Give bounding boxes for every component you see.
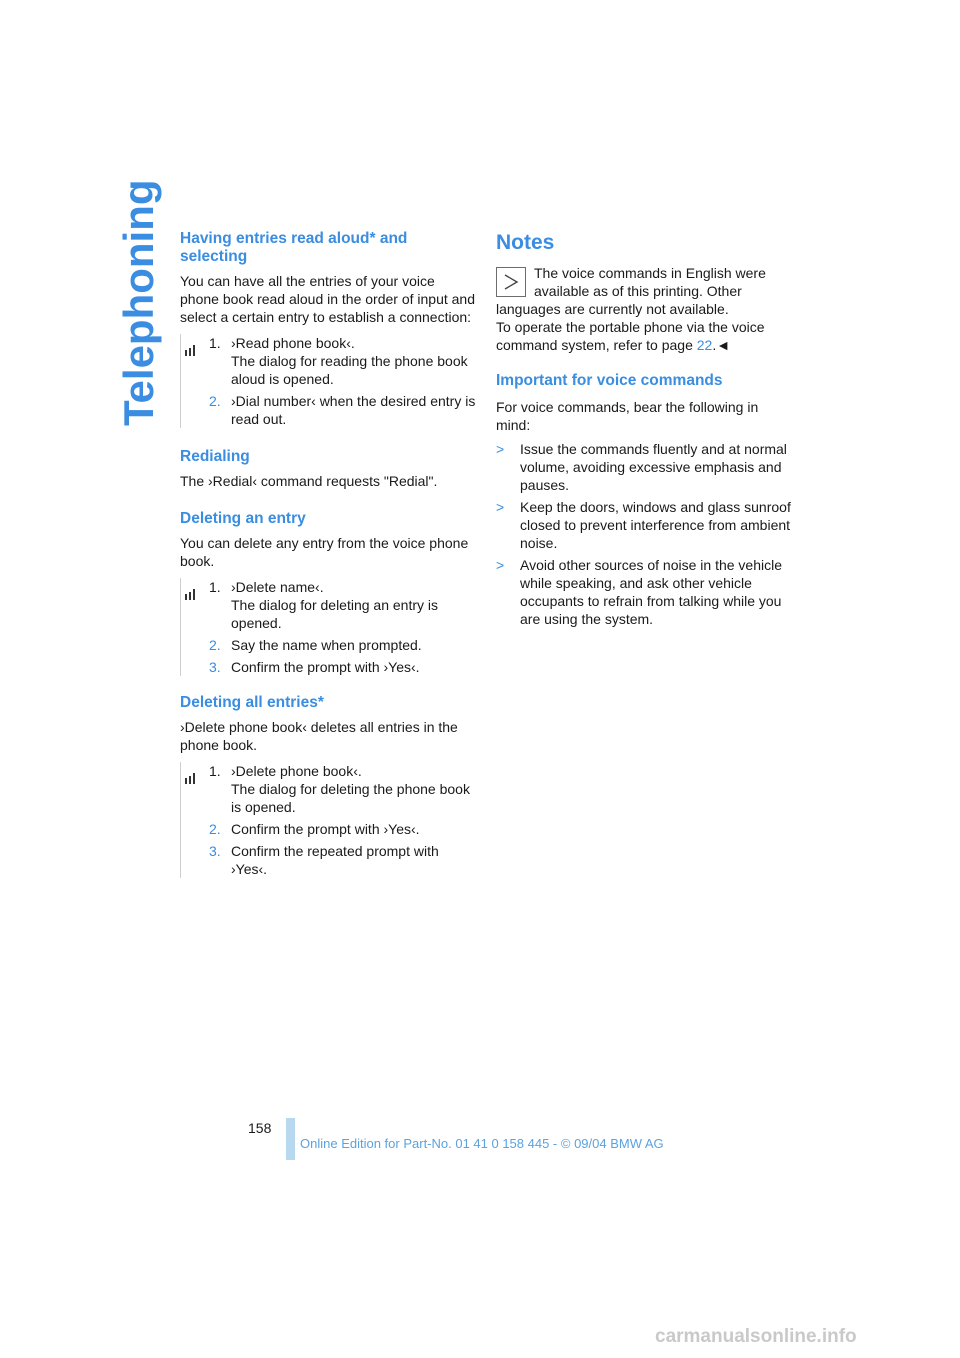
step-text: Confirm the repeated prompt with ›Yes‹. [231,843,439,877]
step-item [209,842,476,878]
left-column [180,230,476,882]
bullet-item [496,498,792,552]
step-item [209,392,476,428]
voice-command-icon [183,344,199,358]
step-item [209,578,476,632]
step-number: 1. [209,763,221,779]
step-number: 3. [209,659,221,675]
section-heading: Deleting all entries* [180,694,324,711]
step-number: 3. [209,843,221,859]
bullet-text: Avoid other sources of noise in the vehicle while speaking, and ask other vehicle occupants to refrain from talking while you are using the system. [520,557,783,627]
section-intro: You can delete any entry from the voice phone book. [180,535,469,569]
section-delete-entry [180,510,476,676]
step-text: Say the name when prompted. [231,637,422,653]
step-detail: The dialog for deleting the phone book is opened. [231,781,470,815]
bullet-text: Issue the commands fluently and at normal volume, avoiding excessive emphasis and pauses. [520,441,787,493]
footer-bar [286,1118,295,1160]
bullet-item [496,556,792,628]
bullet-list [496,440,792,628]
voice-command-icon [183,772,199,786]
side-tab [112,179,162,426]
steps-list [180,578,476,676]
voice-command-icon [183,588,199,602]
step-item [209,762,476,816]
important-intro: For voice commands, bear the following in mind: [496,399,759,433]
step-text: ›Read phone book‹. [231,335,355,351]
side-tab-label: Telephoning [115,179,162,426]
note-text-2-pre: To operate the portable phone via the voice command system, refer to page [496,319,765,353]
step-text: Confirm the prompt with ›Yes‹. [231,659,420,675]
note-icon [496,267,526,297]
right-column [496,230,792,632]
section-heading: Deleting an entry [180,510,306,527]
section-heading: Having entries read aloud* and selecting [180,230,408,265]
section-delete-all [180,694,476,878]
step-item [209,820,476,838]
note-block [496,264,792,354]
section-heading: Redialing [180,448,250,465]
section-intro: ›Delete phone book‹ deletes all entries in the phone book. [180,719,458,753]
steps-list [180,762,476,878]
page-number: 158 [248,1120,272,1136]
bullet-item [496,440,792,494]
section-intro: You can have all the entries of your voice phone book read aloud in the order of input and select a certain entry to establish a connection: [180,273,476,325]
section-read-aloud [180,230,476,428]
step-number: 1. [209,579,221,595]
section-redialing [180,448,476,490]
step-text: ›Delete name‹. [231,579,324,595]
step-text: ›Dial number‹ when the desired entry is read out. [231,393,476,427]
step-item [209,636,476,654]
step-text: ›Delete phone book‹. [231,763,362,779]
section-text: The ›Redial‹ command requests "Redial". [180,473,438,489]
bullet-mark: > [496,499,505,515]
step-number: 1. [209,335,221,351]
page-link[interactable]: 22 [696,337,713,353]
step-number: 2. [209,393,221,409]
step-item [209,334,476,388]
step-number: 2. [209,821,221,837]
step-text: Confirm the prompt with ›Yes‹. [231,821,420,837]
note-end-mark: .◄ [712,337,731,353]
bullet-mark: > [496,557,505,573]
footer-edition: Online Edition for Part-No. 01 41 0 158 445 - © 09/04 BMW AG [300,1136,664,1151]
step-item [209,658,476,676]
bullet-mark: > [496,441,505,457]
note-text: The voice commands in English were available as of this printing. Other languages are currently not available. [496,265,766,317]
step-detail: The dialog for deleting an entry is opened. [231,597,439,631]
step-number: 2. [209,637,221,653]
note-arrow-icon [497,268,525,296]
watermark: carmanualsonline.info [655,1326,857,1347]
bullet-text: Keep the doors, windows and glass sunroof closed to prevent interference from ambient noise. [520,499,791,551]
note-text-2 [496,318,792,354]
notes-heading: Notes [496,231,555,254]
step-detail: The dialog for reading the phone book aloud is opened. [231,353,468,387]
steps-list [180,334,476,428]
important-heading: Important for voice commands [496,372,723,389]
